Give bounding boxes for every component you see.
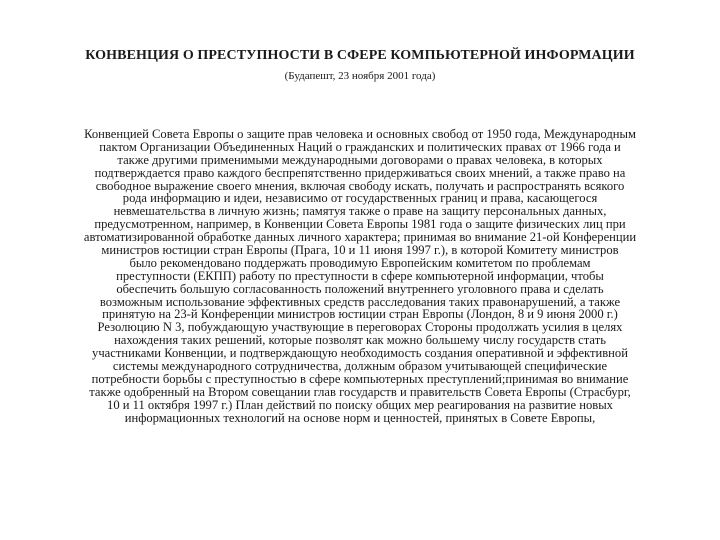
body-line: Резолюцию N 3, побуждающую участвующие в переговорах Стороны продолжать усилия в целях	[97, 320, 623, 335]
body-line: 10 и 11 октября 1997 г.) План действий по поиску общих мер реагирования на развитие новых	[107, 397, 613, 412]
body-line: обеспечить большую согласованность положений внутреннего уголовного права и сделать	[116, 281, 604, 296]
body-line: потребности борьбы с преступностью в сфере компьютерных преступлений;принимая во внимание	[91, 371, 629, 386]
body-line: нахождения таких решений, которые позволят как можно большему числу государств стать	[114, 333, 606, 348]
body-line: предусмотренном, например, в Конвенции Совета Европы 1981 года о защите физических лиц при	[94, 217, 626, 232]
body-line: свободное выражение своего мнения, включая свободу искать, получать и распространять всякого	[95, 178, 625, 193]
body-line: преступности (ЕКПП) работу по преступности в сфере компьютерной информации, чтобы	[116, 268, 604, 283]
body-line: рода информацию и идеи, независимо от государственных границ и права, касающегося	[122, 191, 598, 206]
body-line: было рекомендовано поддержать проводимую Европейским комитетом по проблемам	[129, 255, 591, 270]
body-line: информационных технологий на основе норм и ценностей, принятых в Совете Европы,	[124, 410, 596, 425]
body-line: подтверждается право каждого беспрепятственно придерживаться своих мнений, а также право на	[94, 165, 626, 180]
document-subtitle: (Будапешт, 23 ноября 2001 года)	[284, 70, 436, 82]
body-line: участниками Конвенции, и подтверждающую необходимость создания оперативной и эффективной	[92, 346, 628, 361]
body-line: возможным использование эффективных средств расследования таких правонарушений, а также	[99, 294, 621, 309]
body-line: также другими применимыми международными договорами о правах человека, в которых	[117, 152, 603, 167]
body-line: пактом Организации Объединенных Наций о гражданских и политических правах от 1966 года и	[99, 139, 621, 154]
document-body	[40, 128, 680, 424]
body-line: невмешательства в личную жизнь; памятуя также о праве на защиту персональных данных,	[113, 204, 607, 219]
body-line: принятую на 23-й Конференции министров юстиции стран Европы (Лондон, 8 и 9 июня 2000 г.)	[102, 307, 618, 322]
document-title: КОНВЕНЦИЯ О ПРЕСТУПНОСТИ В СФЕРЕ КОМПЬЮТЕРНОЙ ИНФОРМАЦИИ	[85, 48, 635, 63]
body-line: министров юстиции стран Европы (Прага, 10 и 11 июня 1997 г.), в которой Комитету министров	[101, 243, 619, 258]
body-line: Конвенцией Совета Европы о защите прав человека и основных свобод от 1950 года, Международным	[84, 127, 636, 141]
body-line: системы международного сотрудничества, должным образом учитывающей специфические	[112, 359, 608, 374]
body-line: автоматизированной обработке данных личного характера; принимая во внимание 21-ой Конференции	[83, 230, 637, 245]
body-line: также одобренный на Втором совещании глав государств и правительств Совета Европы (Страсбург,	[89, 384, 631, 399]
